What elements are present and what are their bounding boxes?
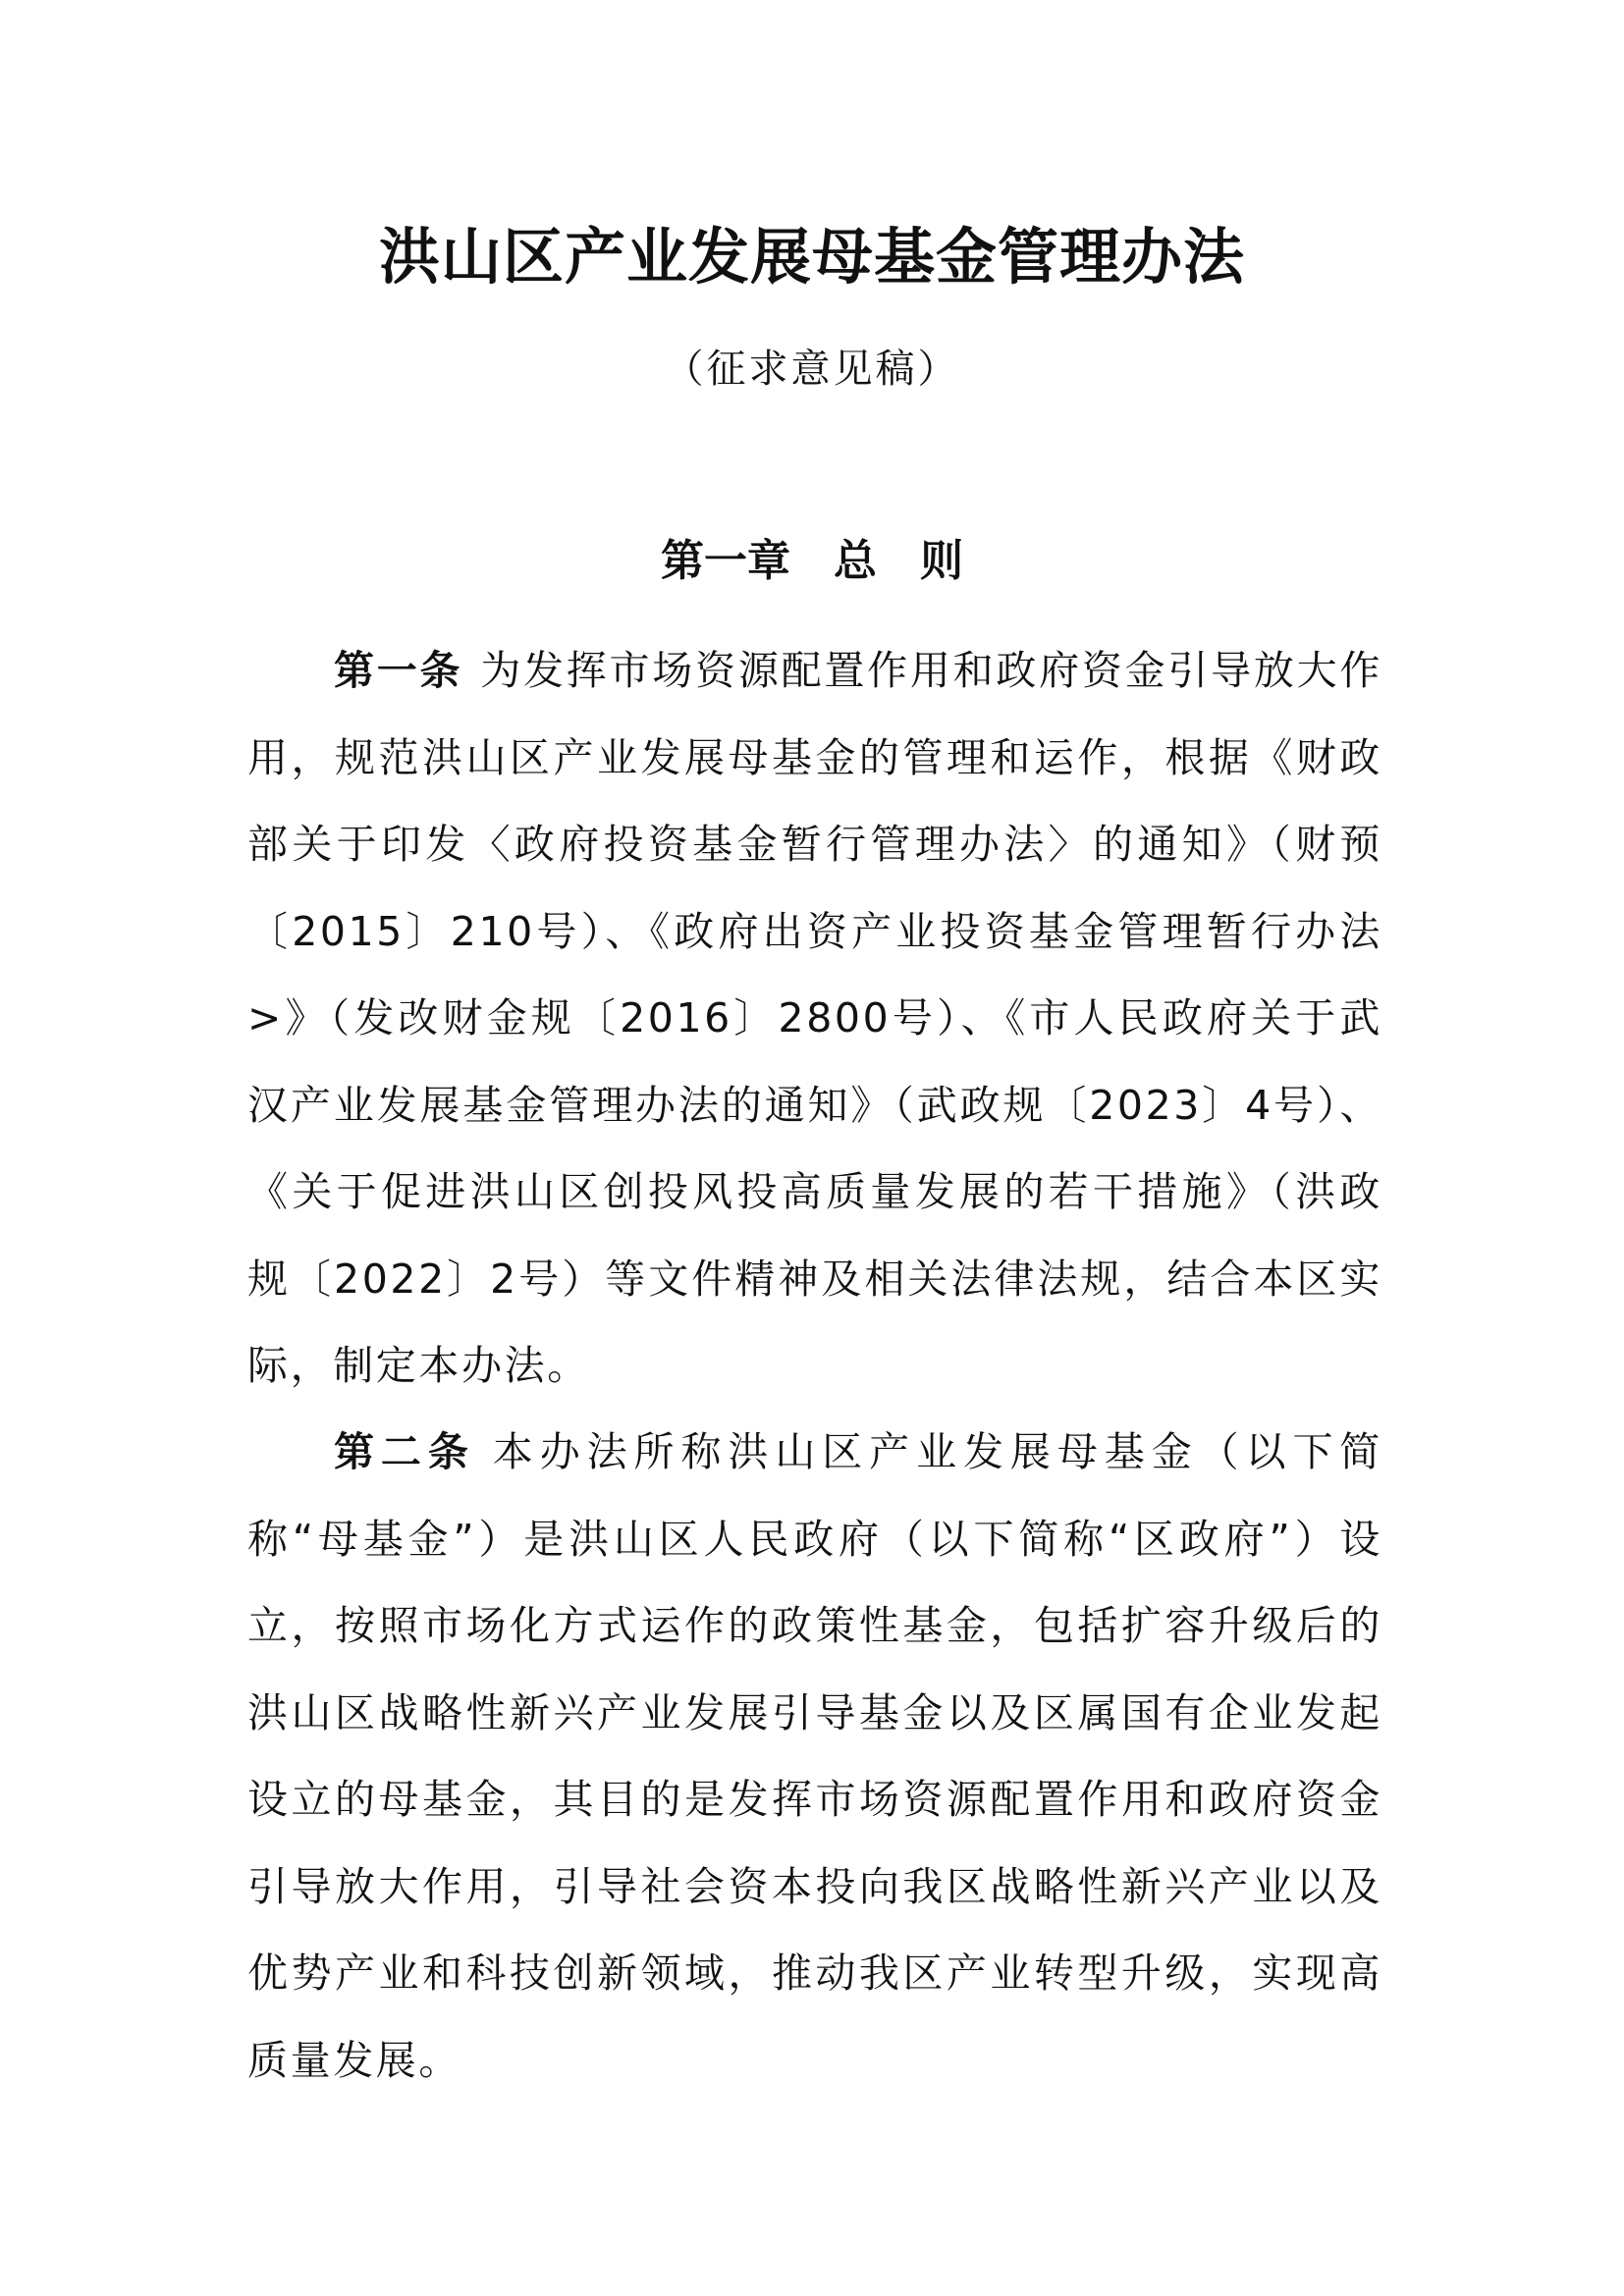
article-text: 本办法所称洪山区产业发展母基金（以下简称“母基金”）是洪山区人民政府（以下简称“区政府”）设立，按照市场化方式运作的政策性基金，包括扩容升级后的洪山区战略性新兴产业发展引导基金以及区属国有企业发起设立的母基金，其目的是发挥市场资源配置作用和政府资金引导放大作用，引导社会资本投向我区战略性新兴产业以及优势产业和科技创新领域，推动我区产业转型升级，实现高质量发展。 <box>247 1428 1382 2084</box>
article-label: 第一条 <box>334 647 463 694</box>
article-2 <box>247 1409 1382 2104</box>
document-subtitle: （征求意见稿） <box>664 347 960 392</box>
article-paragraph <box>247 1409 1382 2104</box>
chapter-title-word-1: 总 <box>834 536 877 586</box>
chapter-heading <box>0 532 1624 591</box>
chapter-title-word-2: 则 <box>920 536 963 586</box>
article-text: 为发挥市场资源配置作用和政府资金引导放大作用，规范洪山区产业发展母基金的管理和运作，根据《财政部关于印发〈政府投资基金暂行管理办法〉的通知》（财预〔2015〕210号）、《政府出资产业投资基金管理暂行办法>》（发改财金规〔2016〕2800号）、《市人民政府关于武汉产业发展基金管理办法的通知》（武政规〔2023〕4号）、《关于促进洪山区创投风投高质量发展的若干措施》（洪政规〔2022〕2号）等文件精神及相关法律法规，结合本区实际，制定本办法。 <box>247 647 1382 1389</box>
document-title: 洪山区产业发展母基金管理办法 <box>378 221 1245 293</box>
article-1 <box>247 627 1382 1410</box>
chapter-label: 第一章 <box>661 536 790 586</box>
article-label: 第二条 <box>334 1428 475 1475</box>
article-paragraph <box>247 627 1382 1410</box>
